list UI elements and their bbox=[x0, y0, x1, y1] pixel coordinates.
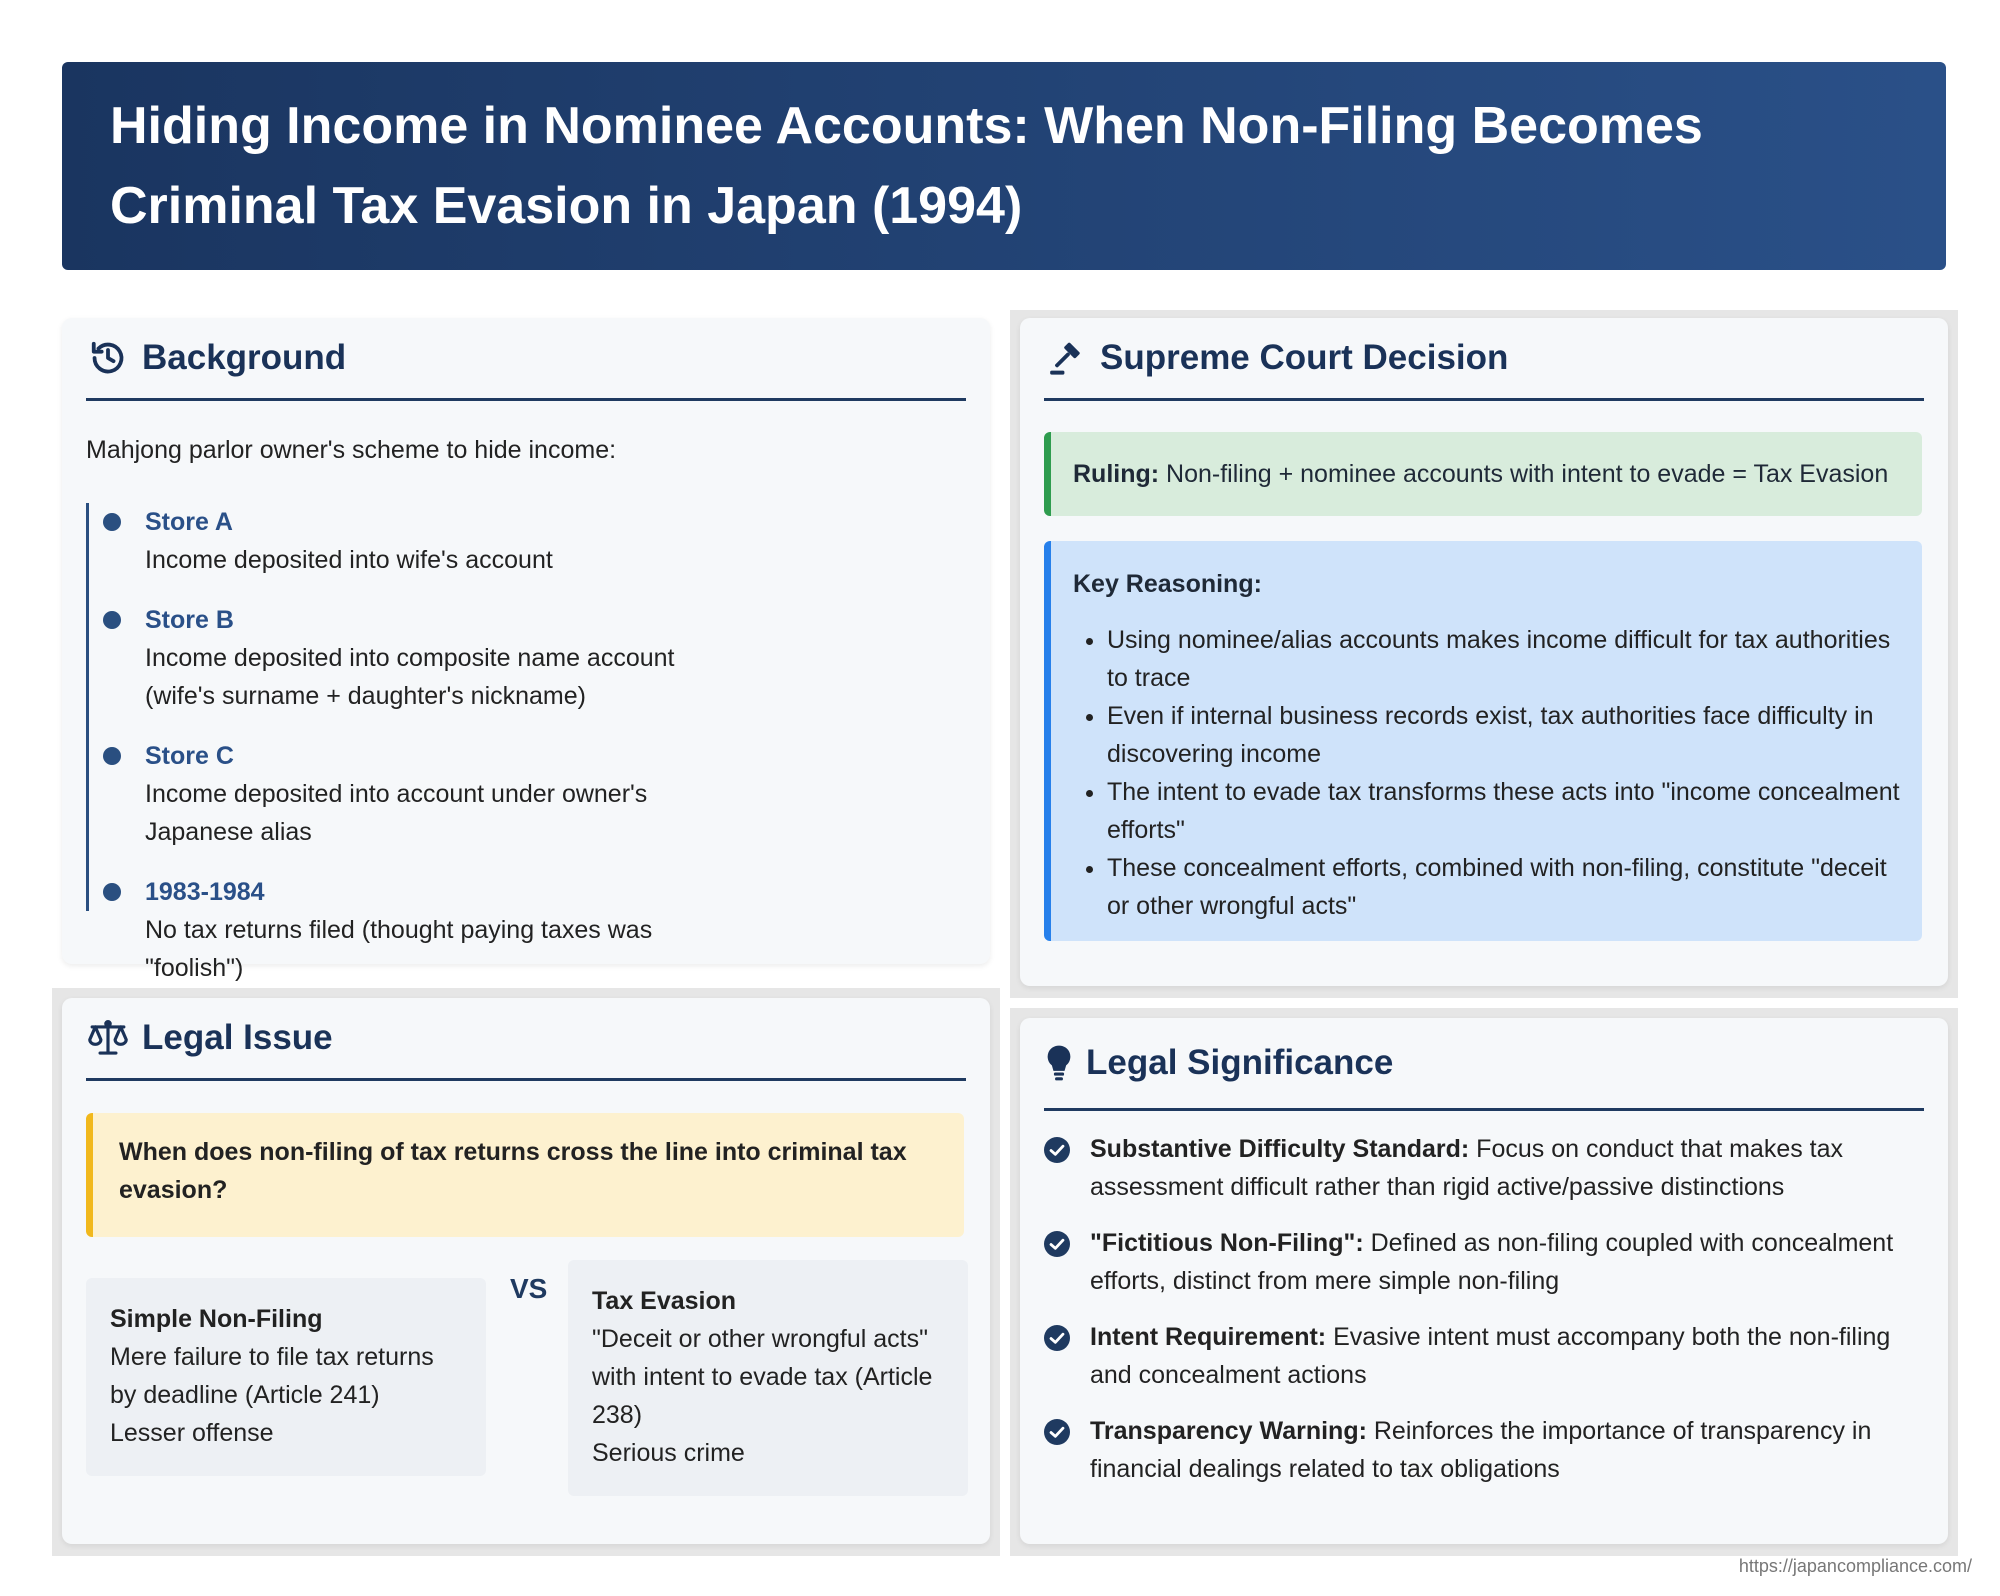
simple-non-filing-head: Simple Non-Filing bbox=[110, 1305, 323, 1333]
significance-text: Focus on conduct that makes tax assessment difficult rather than rigid active/passive distinctions bbox=[1090, 1135, 1844, 1201]
issue-heading bbox=[86, 998, 966, 1081]
footer-url[interactable]: https://japancompliance.com/ bbox=[1738, 1556, 1972, 1576]
timeline-dot bbox=[103, 513, 121, 531]
significance-item bbox=[1044, 1318, 1924, 1394]
check-circle-icon bbox=[1044, 1419, 1070, 1445]
significance-label: "Fictitious Non-Filing": bbox=[1090, 1229, 1364, 1257]
page-title: Hiding Income in Nominee Accounts: When Non-Filing Becomes Criminal Tax Evasion in Japan (1994) bbox=[110, 97, 1703, 235]
significance-card bbox=[1020, 1018, 1948, 1544]
list-item: • Even if internal business records exist, tax authorities face difficulty in discovering income bbox=[1107, 697, 1900, 773]
timeline-text: Income deposited into composite name account (wife's surname + daughter's nickname) bbox=[145, 644, 675, 710]
background-card bbox=[62, 318, 990, 982]
timeline-dot bbox=[103, 747, 121, 765]
timeline-text: Income deposited into wife's account bbox=[145, 546, 553, 574]
timeline-text: No tax returns filed (thought paying taxes was "foolish") bbox=[145, 916, 653, 982]
timeline-label: Store B bbox=[145, 606, 234, 634]
significance-text: Evasive intent must accompany both the non-filing and concealment actions bbox=[1090, 1323, 1891, 1389]
ruling-label: Ruling: bbox=[1073, 459, 1160, 488]
significance-heading bbox=[1044, 1018, 1924, 1111]
significance-label: Transparency Warning: bbox=[1090, 1417, 1367, 1445]
check-circle-icon bbox=[1044, 1231, 1070, 1257]
background-title: Background bbox=[142, 338, 347, 377]
significance-item bbox=[1044, 1412, 1924, 1488]
timeline-item bbox=[89, 873, 749, 987]
timeline-text: Income deposited into account under owner's Japanese alias bbox=[145, 780, 648, 846]
gavel-icon bbox=[1044, 336, 1088, 380]
check-circle-icon bbox=[1044, 1137, 1070, 1163]
issue-card bbox=[62, 998, 990, 1544]
issue-question: When does non-filing of tax returns cross the line into criminal tax evasion? bbox=[86, 1113, 964, 1237]
issue-title: Legal Issue bbox=[142, 1018, 333, 1057]
timeline-item bbox=[89, 601, 749, 715]
tax-evasion-box bbox=[568, 1260, 968, 1496]
decision-title: Supreme Court Decision bbox=[1100, 338, 1509, 377]
timeline-item bbox=[89, 737, 749, 851]
simple-non-filing-desc: Mere failure to file tax returns by deadline (Article 241) bbox=[110, 1343, 434, 1409]
vs-label: VS bbox=[510, 1273, 548, 1304]
timeline-label: 1983-1984 bbox=[145, 878, 265, 906]
check-circle-icon bbox=[1044, 1325, 1070, 1351]
tax-evasion-desc: "Deceit or other wrongful acts" with intent to evade tax (Article 238) bbox=[592, 1325, 933, 1429]
history-icon bbox=[86, 336, 130, 380]
simple-non-filing-box bbox=[86, 1278, 486, 1476]
reasoning-box bbox=[1044, 541, 1922, 941]
scale-icon bbox=[86, 1016, 130, 1060]
timeline-item bbox=[89, 503, 749, 579]
simple-non-filing-note: Lesser offense bbox=[110, 1419, 274, 1447]
significance-title: Legal Significance bbox=[1086, 1043, 1394, 1082]
tax-evasion-head: Tax Evasion bbox=[592, 1287, 737, 1315]
significance-item bbox=[1044, 1130, 1924, 1206]
significance-label: Substantive Difficulty Standard: bbox=[1090, 1135, 1470, 1163]
background-heading bbox=[86, 318, 966, 401]
ruling-text: Non-filing + nominee accounts with intent to evade = Tax Evasion bbox=[1166, 459, 1889, 488]
page-header bbox=[62, 62, 1946, 270]
significance-item bbox=[1044, 1224, 1924, 1300]
background-intro: Mahjong parlor owner's scheme to hide income: bbox=[86, 436, 617, 464]
significance-text: Reinforces the importance of transparency in financial dealings related to tax obligations bbox=[1090, 1417, 1872, 1483]
reasoning-title: Key Reasoning: bbox=[1073, 570, 1262, 598]
significance-text: Defined as non-filing coupled with concealment efforts, distinct from mere simple non-filing bbox=[1090, 1229, 1894, 1295]
list-item: • These concealment efforts, combined with non-filing, constitute "deceit or other wrongful acts" bbox=[1107, 849, 1900, 925]
lightbulb-icon bbox=[1044, 1041, 1074, 1085]
list-item: • The intent to evade tax transforms these acts into "income concealment efforts" bbox=[1107, 773, 1900, 849]
significance-label: Intent Requirement: bbox=[1090, 1323, 1327, 1351]
tax-evasion-note: Serious crime bbox=[592, 1439, 745, 1467]
decision-card bbox=[1020, 318, 1948, 986]
store-timeline bbox=[86, 503, 749, 982]
reasoning-list bbox=[1073, 621, 1900, 925]
timeline-label: Store A bbox=[145, 508, 233, 536]
ruling-box bbox=[1044, 432, 1922, 516]
timeline-dot bbox=[103, 611, 121, 629]
timeline-dot bbox=[103, 883, 121, 901]
timeline-label: Store C bbox=[145, 742, 234, 770]
decision-heading bbox=[1044, 318, 1924, 401]
list-item: • Using nominee/alias accounts makes income difficult for tax authorities to trace bbox=[1107, 621, 1900, 697]
